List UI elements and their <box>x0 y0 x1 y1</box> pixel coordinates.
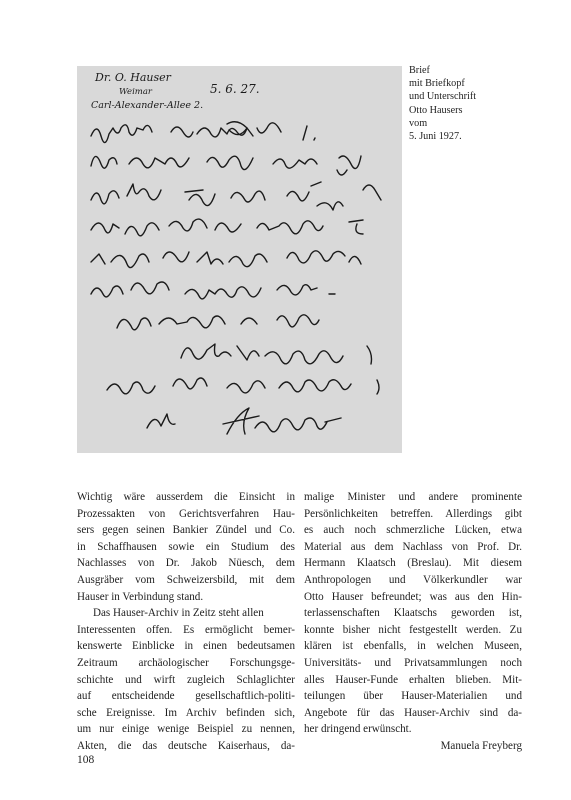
letter-date: 5. 6. 27. <box>210 82 260 96</box>
text-line: alles Hauser-Funde erhalten blieben. Mit- <box>304 673 522 686</box>
text-column-right <box>304 489 522 755</box>
text-line: es auch noch schmerzliche Lücken, etwa <box>304 524 522 537</box>
text-line: kenswerte Einblicke in einen bedeutsamen <box>77 640 295 653</box>
text-line: Universitäts- und Privatsammlungen noch <box>304 656 522 669</box>
text-line: Das Hauser-Archiv in Zeitz steht allen <box>93 607 264 620</box>
page-number: 108 <box>77 754 95 766</box>
caption-line: mit Briefkopf <box>409 78 465 90</box>
text-line: Hermann Klaatsch (Breslau). Mit diesem <box>304 557 522 570</box>
author-name: Manuela Freyberg <box>440 739 522 752</box>
text-line: Otto Hauser befreundet; was aus den Hin- <box>304 590 522 603</box>
caption-line: 5. Juni 1927. <box>409 131 462 143</box>
caption-line: Brief <box>409 65 430 76</box>
text-line: malige Minister und andere prominente <box>304 491 522 503</box>
letter-facsimile-image <box>77 66 402 453</box>
letterhead-city: Weimar <box>119 87 152 97</box>
letterhead-name: Dr. O. Hauser <box>95 71 171 84</box>
text-line: teilungen über Hauser-Materialien und <box>304 690 522 703</box>
text-line: klären ist ebenfalls, in welchen Museen, <box>304 640 522 653</box>
text-line: um nur einige wenige Beispiel zu nennen, <box>77 723 295 736</box>
text-line: her dringend erwünscht. <box>304 723 412 736</box>
text-line: sers gegen seinen Bankier Zündel und Co. <box>77 524 295 537</box>
handwriting-scribbles <box>91 122 381 434</box>
figure-caption <box>409 64 539 143</box>
text-line: sche Ereignisse. Im Archiv befinden sich, <box>77 706 295 719</box>
text-line: Wichtig wäre ausserdem die Einsicht in <box>77 491 295 503</box>
caption-line: Otto Hausers <box>409 104 463 116</box>
text-line: Akten, die das deutsche Kaiserhaus, da- <box>77 739 295 752</box>
text-line: Interessenten offen. Es ermöglicht bemer- <box>77 623 295 636</box>
text-line: Hauser in Verbindung stand. <box>77 590 204 603</box>
text-column-left <box>77 489 295 755</box>
text-line: schichte und wirft zugleich Schlaglichter <box>77 673 295 686</box>
text-line: Zeitraum archäologischer Forschungsge- <box>77 656 295 669</box>
caption-line: und Unterschrift <box>409 91 477 103</box>
text-line: Ausgräber vom Schweizersbild, mit dem <box>77 573 295 586</box>
text-line: in Schaffhausen sowie ein Studium des <box>77 540 295 553</box>
text-line: konnte bisher nicht festgestellt werden. Zu <box>304 623 522 636</box>
text-line: Nachlasses von Dr. Jakob Nüesch, dem <box>77 557 295 570</box>
text-line: auf entscheidende gesellschaftlich-politi- <box>77 690 295 703</box>
caption-line: vom <box>409 117 428 129</box>
text-line: Angebote für das Hauser-Archiv sind da- <box>304 706 522 719</box>
text-line: Prozessakten von Gerichtsverfahren Hau- <box>77 507 295 520</box>
text-line: Persönlichkeiten betreffen. Allerdings gibt <box>304 507 522 520</box>
letterhead-street: Carl-Alexander-Allee 2. <box>91 100 204 111</box>
text-line: Anthropologen und Völkerkundler war <box>304 573 522 586</box>
text-line: Material aus dem Nachlass von Prof. Dr. <box>304 540 522 553</box>
text-line: terlassenschaften Klaatschs geworden ist, <box>304 607 522 620</box>
